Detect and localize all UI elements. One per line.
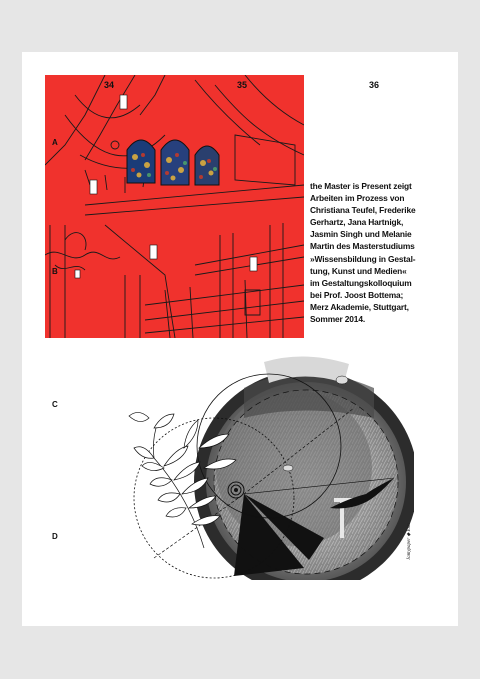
circular-photo-collage [94, 348, 414, 580]
stained-glass-windows [127, 140, 219, 185]
row-letter-b: B [52, 267, 58, 276]
column-number-35: 35 [237, 80, 248, 90]
row-letter-d: D [52, 532, 58, 541]
page-sheet [22, 52, 458, 626]
exhibition-caption: the Master is Present zeigt Arbeiten im Prozess von Christiana Teufel, Frederike Gerhartz, Jana Hartnigk, Jasmin Singh und Melanie Martin des Masterstudiums »Wissensbildung in Gestal- tung, Kunst und Medien« im Gestaltungskolloquium bei Prof. Joost Bottema; Merz Akademie, Stuttgart, Sommer 2014. [310, 181, 416, 325]
artist-signature: Jamypaper ◆ Enn [407, 523, 412, 560]
church-drawing-lines [45, 75, 304, 338]
church-interior-illustration [45, 75, 304, 338]
column-number-36: 36 [369, 80, 380, 90]
column-number-34: 34 [104, 80, 115, 90]
row-letter-c: C [52, 400, 58, 409]
row-letter-a: A [52, 138, 58, 147]
